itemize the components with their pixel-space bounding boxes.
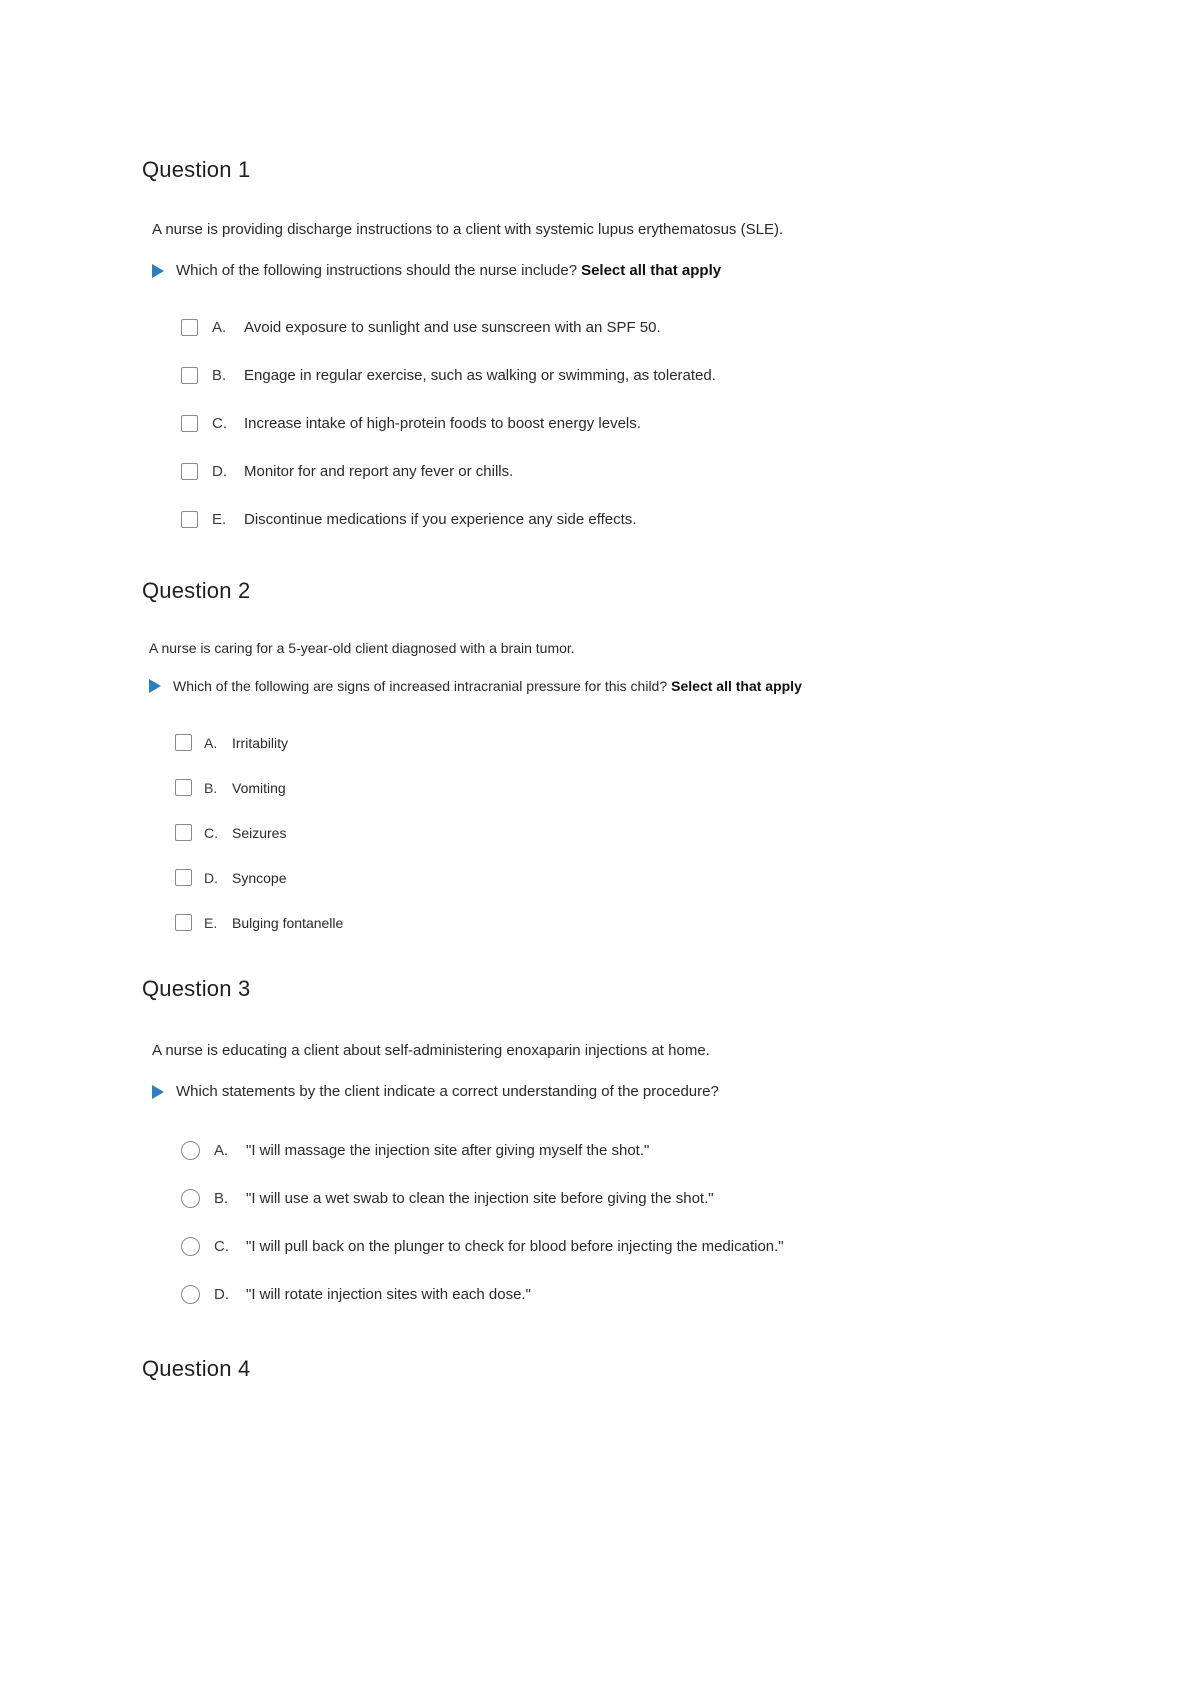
option-letter: E. (212, 511, 227, 528)
prompt-text: Which of the following are signs of increased intracranial pressure for this child? (173, 678, 668, 694)
radio-button[interactable] (181, 1237, 200, 1256)
arrow-right-icon (152, 264, 164, 278)
checkbox[interactable] (181, 319, 198, 336)
radio-button[interactable] (181, 1189, 200, 1208)
option-a[interactable] (175, 734, 288, 751)
arrow-right-icon (149, 679, 161, 693)
option-c[interactable] (181, 1237, 784, 1256)
option-text: Monitor for and report any fever or chills. (244, 463, 514, 480)
option-d[interactable] (175, 869, 286, 886)
prompt-emphasis: Select all that apply (671, 678, 802, 694)
option-b[interactable] (181, 1189, 714, 1208)
option-e[interactable] (181, 511, 636, 528)
option-letter: A. (214, 1142, 229, 1159)
option-b[interactable] (175, 779, 286, 796)
radio-button[interactable] (181, 1141, 200, 1160)
option-text: "I will massage the injection site after giving myself the shot." (246, 1142, 650, 1159)
option-a[interactable] (181, 1141, 649, 1160)
checkbox[interactable] (175, 779, 192, 796)
question-title: Question 2 (142, 578, 251, 603)
checkbox[interactable] (175, 914, 192, 931)
option-letter: E. (204, 914, 218, 931)
option-letter: D. (212, 463, 227, 480)
option-text: Discontinue medications if you experience any side effects. (244, 511, 637, 528)
checkbox[interactable] (181, 511, 198, 528)
option-text: Bulging fontanelle (232, 914, 344, 931)
checkbox[interactable] (175, 869, 192, 886)
option-letter: B. (212, 367, 227, 384)
question-prompt (152, 1083, 719, 1100)
option-text: Increase intake of high-protein foods to boost energy levels. (244, 415, 641, 432)
option-letter: C. (214, 1238, 229, 1255)
question-prompt (149, 678, 802, 694)
question-stem: A nurse is educating a client about self-administering enoxaparin injections at home. (152, 1042, 710, 1059)
option-d[interactable] (181, 463, 513, 480)
option-letter: C. (204, 824, 218, 841)
option-letter: D. (214, 1286, 229, 1303)
option-b[interactable] (181, 367, 716, 384)
option-c[interactable] (175, 824, 286, 841)
prompt-text: Which of the following instructions should the nurse include? (176, 262, 578, 279)
option-text: Syncope (232, 869, 287, 886)
checkbox[interactable] (175, 824, 192, 841)
option-e[interactable] (175, 914, 343, 931)
option-text: Engage in regular exercise, such as walking or swimming, as tolerated. (244, 367, 716, 384)
question-stem: A nurse is providing discharge instructions to a client with systemic lupus erythematosus (SLE). (152, 221, 784, 238)
prompt-text: Which statements by the client indicate a correct understanding of the procedure? (176, 1083, 719, 1100)
question-title: Question 3 (142, 976, 251, 1001)
option-d[interactable] (181, 1285, 531, 1304)
option-text: Vomiting (232, 779, 286, 796)
option-letter: C. (212, 415, 227, 432)
option-letter: A. (204, 734, 218, 751)
option-letter: D. (204, 869, 218, 886)
question-title: Question 4 (142, 1356, 251, 1381)
option-a[interactable] (181, 319, 661, 336)
prompt-emphasis: Select all that apply (581, 262, 722, 279)
question-title: Question 1 (142, 157, 251, 182)
radio-button[interactable] (181, 1285, 200, 1304)
checkbox[interactable] (181, 463, 198, 480)
option-text: Irritability (232, 734, 289, 751)
checkbox[interactable] (181, 415, 198, 432)
question-stem: A nurse is caring for a 5-year-old client diagnosed with a brain tumor. (149, 640, 575, 656)
option-letter: B. (204, 779, 218, 796)
option-letter: B. (214, 1190, 229, 1207)
arrow-right-icon (152, 1085, 164, 1099)
option-text: "I will rotate injection sites with each dose." (246, 1286, 531, 1303)
option-text: "I will pull back on the plunger to check for blood before injecting the medication." (246, 1238, 784, 1255)
checkbox[interactable] (175, 734, 192, 751)
option-c[interactable] (181, 415, 641, 432)
question-prompt (152, 262, 721, 279)
option-text: Seizures (232, 824, 287, 841)
option-letter: A. (212, 319, 227, 336)
option-text: Avoid exposure to sunlight and use sunscreen with an SPF 50. (244, 319, 661, 336)
checkbox[interactable] (181, 367, 198, 384)
option-text: "I will use a wet swab to clean the injection site before giving the shot." (246, 1190, 714, 1207)
